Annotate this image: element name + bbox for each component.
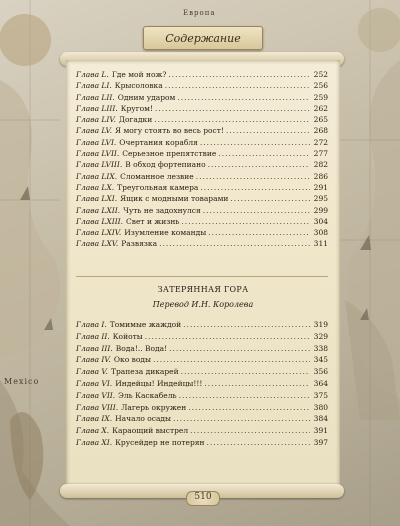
leader-dots [145, 331, 310, 343]
chapter-label: Глава LVII. [76, 149, 120, 159]
toc-row[interactable] [76, 137, 328, 148]
toc-row[interactable] [76, 343, 328, 355]
toc-row[interactable] [76, 69, 328, 80]
page-ref: 262 [313, 103, 328, 113]
toc-row[interactable] [76, 193, 328, 204]
page-ref: 256 [313, 81, 328, 91]
toc-row[interactable] [76, 331, 328, 343]
leader-dots [173, 413, 310, 425]
page-ref: 329 [313, 331, 328, 341]
section-divider [76, 276, 328, 277]
chapter-title: Око воды [113, 355, 151, 365]
title-banner [143, 26, 263, 50]
toc-row[interactable] [76, 171, 328, 182]
toc-row[interactable] [76, 114, 328, 125]
page-ref: 265 [313, 115, 328, 125]
chapter-label: Глава VII. [76, 390, 116, 400]
leader-dots [169, 343, 310, 355]
leader-dots [203, 205, 310, 216]
toc-row[interactable] [76, 319, 328, 331]
toc-row[interactable] [76, 92, 328, 103]
toc-row[interactable] [76, 227, 328, 238]
chapter-title: Эль Каскабель [118, 390, 177, 400]
toc-list-part1 [76, 69, 328, 250]
chapter-label: Глава LVIII. [76, 160, 123, 170]
page-ref: 338 [313, 343, 328, 353]
chapter-label: Глава XI. [76, 437, 113, 447]
toc-row[interactable] [76, 148, 328, 159]
chapter-title: Чуть не задохнулся [123, 205, 201, 215]
page-ref: 299 [313, 205, 328, 215]
toc-row[interactable] [76, 103, 328, 114]
leader-dots [200, 182, 310, 193]
chapter-title: Одним ударом [117, 92, 176, 102]
chapter-title: Свет и жизнь [126, 216, 180, 226]
leader-dots [200, 137, 310, 148]
toc-row[interactable] [76, 125, 328, 136]
page-ref: 272 [313, 137, 328, 147]
chapter-title: Койоты [112, 331, 143, 341]
page-ref: 319 [313, 320, 328, 329]
chapter-title: Изумление команды [124, 228, 207, 238]
chapter-title: Вода!.. Вода! [115, 343, 168, 353]
chapter-label: Глава II. [76, 331, 110, 341]
chapter-title: Серьезное препятствие [122, 149, 217, 159]
leader-dots [208, 227, 310, 238]
chapter-label: Глава L. [76, 70, 109, 79]
map-label-europe: Европа [183, 9, 216, 17]
page-ref: 397 [313, 437, 328, 447]
chapter-title: Где мой нож? [111, 70, 167, 79]
chapter-title: Караощий выстрел [112, 426, 189, 436]
page-ref: 384 [313, 414, 328, 424]
chapter-title: Кругом! [120, 103, 153, 113]
chapter-label: Глава LV. [76, 126, 113, 136]
leader-dots [155, 103, 310, 114]
toc-row[interactable] [76, 390, 328, 402]
chapter-label: Глава LIX. [76, 171, 118, 181]
chapter-label: Глава LXII. [76, 205, 121, 215]
chapter-label: Глава LII. [76, 92, 115, 102]
toc-row[interactable] [76, 413, 328, 425]
chapter-label: Глава LXIV. [76, 228, 122, 238]
leader-dots [204, 378, 310, 390]
toc-row[interactable] [76, 182, 328, 193]
toc-row[interactable] [76, 425, 328, 437]
leader-dots [218, 148, 310, 159]
chapter-label: Глава LIII. [76, 103, 118, 113]
page-ref: 259 [313, 92, 328, 102]
toc-row[interactable] [76, 366, 328, 378]
toc-row[interactable] [76, 80, 328, 91]
leader-dots [190, 425, 310, 437]
section-title: ЗАТЕРЯННАЯ ГОРА [157, 285, 249, 294]
chapter-label: Глава X. [76, 426, 110, 436]
toc-row[interactable] [76, 205, 328, 216]
leader-dots [183, 319, 310, 331]
toc-row[interactable] [76, 437, 328, 449]
chapter-label: Глава III. [76, 343, 113, 353]
chapter-title: Сломанное лезвие [120, 171, 194, 181]
page-ref: 252 [313, 70, 328, 79]
chapter-label: Глава LVI. [76, 137, 117, 147]
leader-dots [177, 92, 310, 103]
page-ref: 345 [313, 355, 328, 365]
page-ref: 311 [313, 239, 328, 249]
toc-row[interactable] [76, 354, 328, 366]
chapter-label: Глава LXI. [76, 194, 118, 204]
page-ref: 391 [313, 426, 328, 436]
leader-dots [153, 354, 310, 366]
toc-list-part2 [76, 319, 328, 449]
page-ref: 277 [313, 149, 328, 159]
leader-dots [188, 402, 310, 414]
chapter-title: Догадки [118, 115, 153, 125]
chapter-title: Треугольная камера [117, 182, 199, 192]
page-ref: 308 [313, 228, 328, 238]
chapter-label: Глава LI. [76, 81, 112, 91]
map-label-mexico: Mexico [4, 377, 40, 386]
page-ref: 282 [313, 160, 328, 170]
chapter-label: Глава LX. [76, 182, 115, 192]
leader-dots [154, 114, 310, 125]
chapter-label: Глава VIII. [76, 402, 119, 412]
page-ref: 375 [313, 390, 328, 400]
chapter-title: Индейцы! Индейцы!!! [115, 378, 203, 388]
page-number: 510 [186, 491, 220, 506]
leader-dots [226, 125, 310, 136]
chapter-title: В обход фортепиано [125, 160, 206, 170]
chapter-title: Крысоловка [114, 81, 163, 91]
chapter-label: Глава I. [76, 320, 107, 329]
leader-dots [168, 69, 310, 80]
leader-dots [230, 193, 310, 204]
leader-dots [206, 437, 310, 449]
page-ref: 295 [313, 194, 328, 204]
chapter-title: Крусейдер не потерян [115, 437, 205, 447]
chapter-label: Глава LXV. [76, 239, 119, 249]
chapter-title: Томимые жаждой [109, 320, 182, 329]
chapter-label: Глава LXIII. [76, 216, 124, 226]
toc-row[interactable] [76, 402, 328, 414]
page-ref: 304 [313, 216, 328, 226]
page-ref: 356 [313, 367, 328, 377]
leader-dots [179, 390, 310, 402]
leader-dots [208, 159, 310, 170]
chapter-label: Глава IX. [76, 414, 113, 424]
page-ref: 291 [313, 182, 328, 192]
leader-dots [159, 238, 310, 249]
page-ref: 268 [313, 126, 328, 136]
toc-row[interactable] [76, 238, 328, 249]
chapter-title: Развязка [121, 239, 158, 249]
translator-credit: Перевод И.Н. Королева [152, 300, 254, 309]
chapter-title: Очертания корабля [119, 137, 198, 147]
toc-row[interactable] [76, 216, 328, 227]
toc-row[interactable] [76, 159, 328, 170]
chapter-title: Трапеза дикарей [110, 367, 179, 377]
chapter-title: Ящик с модными товарами [120, 194, 229, 204]
page-ref: 286 [313, 171, 328, 181]
page-ref: 364 [313, 378, 328, 388]
chapter-title: Я могу стоять во весь рост! [115, 126, 224, 136]
chapter-title: Лагерь окружен [121, 402, 187, 412]
page-title: Содержание [165, 31, 241, 45]
leader-dots [181, 366, 310, 378]
chapter-label: Глава VI. [76, 378, 113, 388]
leader-dots [165, 80, 310, 91]
leader-dots [196, 171, 310, 182]
chapter-label: Глава LIV. [76, 115, 116, 125]
toc-row[interactable] [76, 378, 328, 390]
leader-dots [181, 216, 310, 227]
chapter-title: Начало осады [115, 414, 172, 424]
chapter-label: Глава V. [76, 367, 108, 377]
page-ref: 380 [313, 402, 328, 412]
chapter-label: Глава IV. [76, 355, 111, 365]
